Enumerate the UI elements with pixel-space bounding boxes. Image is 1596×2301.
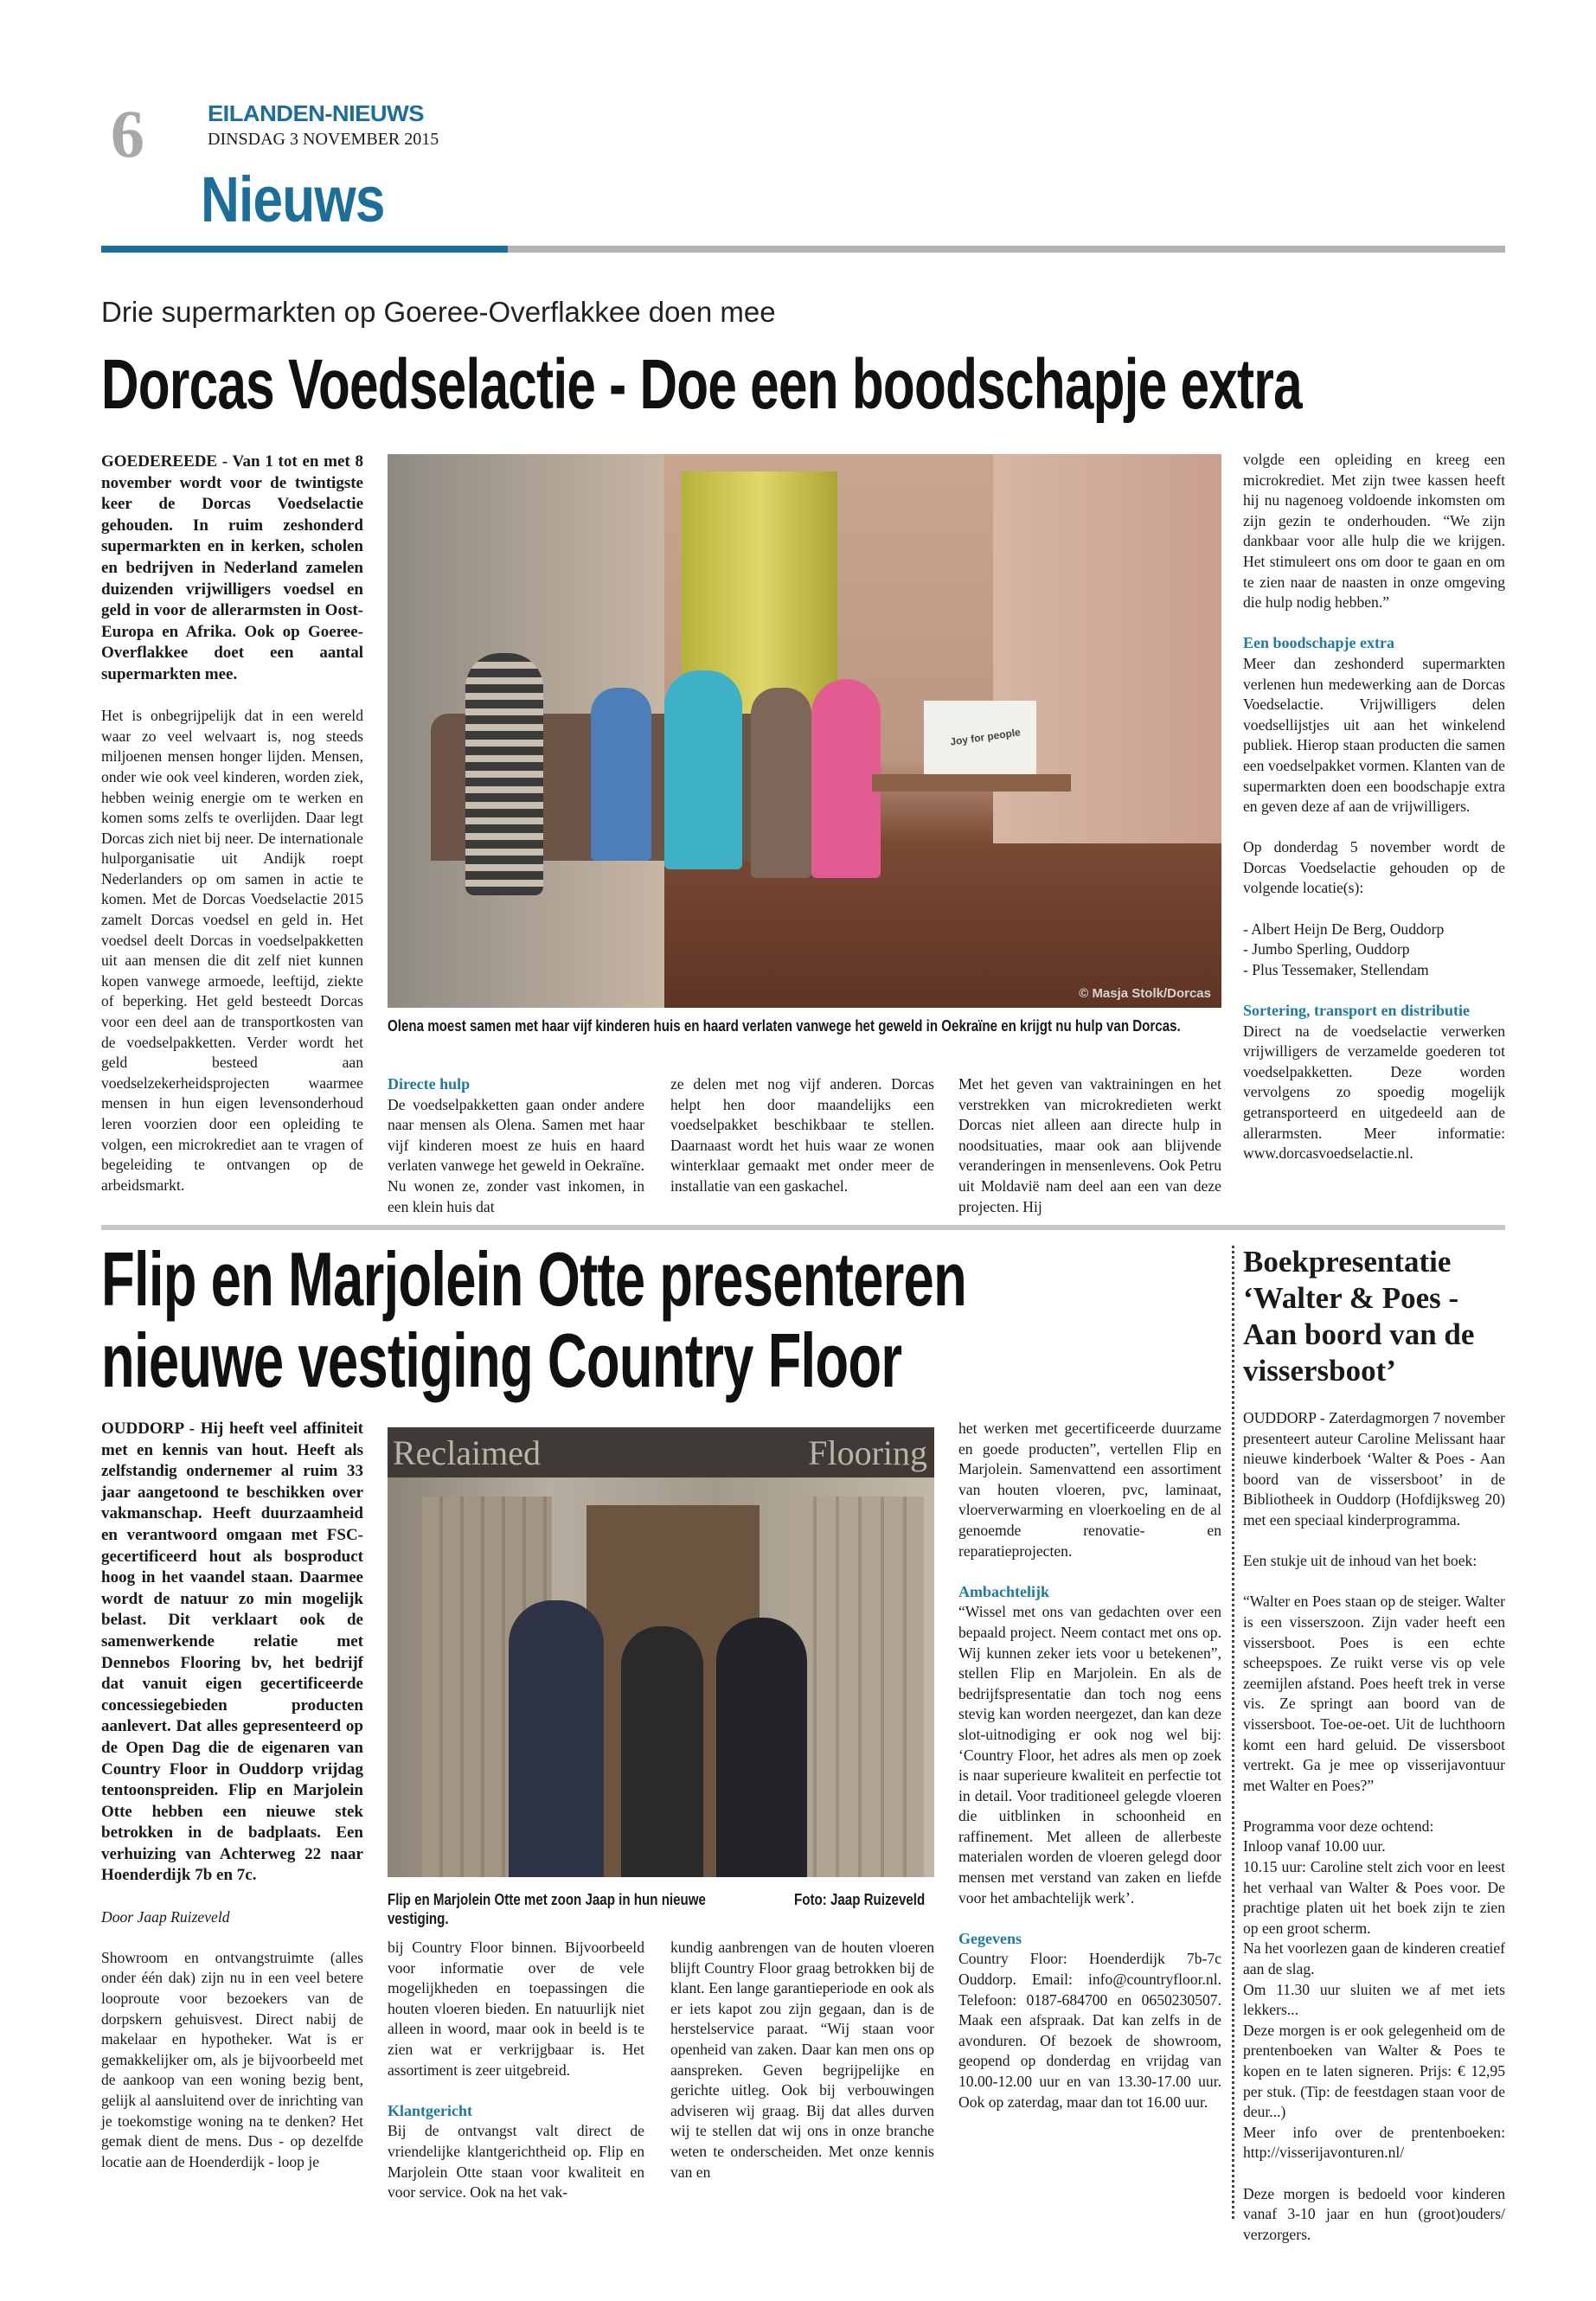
paragraph: Meer dan zeshonderd supermarkten verlenen hun medewerking aan de Dorcas Voedselactie. Vrijwilligers delen voedsellijstjes uit aan het winkelend publiek. Hierop staan producten die samen een voedselpakket vormen. Klanten van de supermarkten doen een boodschapje extra en geven deze af aan de vrijwilligers. <box>1243 654 1505 816</box>
program-item: Na het voorlezen gaan de kinderen creatief aan de slag. <box>1243 1939 1505 1978</box>
paragraph: Direct na de voedselactie verwerken vrijwilligers de verzamelde goederen tot voedselpakketten. Deze worden vervolgens zo spoedig mogelijk getransporteerd en uitgedeeld aan de allerarmsten. Meer informatie: www.dorcasvoedselactie.nl. <box>1243 1022 1505 1163</box>
subheading: Ambachtelijk <box>958 1582 1049 1600</box>
person <box>509 1600 604 1877</box>
article2-photo-credit: Foto: Jaap Ruizeveld <box>794 1891 926 1908</box>
section-bar <box>101 246 508 253</box>
article-divider <box>101 1225 1505 1230</box>
program-item: Programma voor deze ochtend: <box>1243 1817 1434 1835</box>
location-item: - Plus Tessemaker, Stellendam <box>1243 960 1429 978</box>
paragraph: Country Floor: Hoenderdijk 7b-7c Ouddorp. Email: info@countryfloor.nl. Telefoon: 0187-684700 en 0650230507. Maak een afspraak. Dat kan zelfs in de avonduren. Of bezoek de showroom, geopend op donderdag en vrijdag van 10.00-12.00 uur en van 13.30-17.00 uur. Ook op zaterdag, maar dan tot 16.00 uur. <box>958 1950 1221 2111</box>
article1-caption: Olena moest samen met haar vijf kinderen huis en haard verlaten vanwege het geweld in Oekraïne en krijgt nu hulp van Dorcas. <box>388 1017 1181 1035</box>
article2-lead: OUDDORP - Hij heeft veel affiniteit met en kennis van hout. Heeft als zelfstandig ondernemer al ruim 33 jaar aangetoond te beschikken over vakmanschap. Heeft duurzaamheid en verantwoord omgaan met FSC-gecertificeerd hout als bosproduct hoog in het vaandel staan. Daarmee wordt de natuur zo min mogelijk belast. Dit verklaart ook de samenwerkende relatie met Dennebos Flooring bv, het bedrijf dat vanuit eigen gecertificeerde concessiegebieden producten aanlevert. Dat alles gepresenteerd op de Open Dag die de eigenaren van Country Floor in Ouddorp vrijdag tentoonspreiden. Flip en Marjolein Otte hebben een nieuwe stek betrokken in de badplaats. Een verhuizing van Achterweg 22 naar Hoenderdijk 7b en 7c. <box>101 1420 363 1885</box>
program-item: Om 11.30 uur sluiten we af met iets lekkers... <box>1243 1980 1505 2019</box>
article1-column-1 <box>101 452 363 1216</box>
title-line: Flip en Marjolein Otte presenteren <box>101 1236 967 1322</box>
article1-body: Het is onbegrijpelijk dat in een wereld waar zo veel welvaart is, nog steeds miljoenen mensen honger lijden. Mensen, onder wie ook veel kinderen, worden ziek, hebben weinig energie om te werken en komen soms zelfs te overlijden. Daar legt Dorcas zich niet bij neer. De internationale hulporganisatie uit Andijk roept Nederlanders op om samen in actie te komen. Met de Dorcas Voedselactie 2015 zamelt Dorcas voedsel en geld in. Het voedsel deelt Dorcas in voedselpakketten uit aan mensen die dit zelf niet kunnen kopen vanwege armoede, leeftijd, ziekte of beperking. Het geld besteedt Dorcas voor een deel aan de transportkosten van de voedselpakketten. Verder wordt het geld besteed aan voedselzekerheidsprojecten waarmee mensen in hun eigen levensonderhoud leren voorzien door een opleiding te volgen, een microkrediet aan te vragen of begeleiding te ontvangen op de arbeidsmarkt. <box>101 707 363 1194</box>
paragraph: “Wissel met ons van gedachten over een bepaald project. Neem contact met ons op. Wij kunnen zeker iets voor u betekenen”, stellen Flip en Marjolein. En als de bedrijfspresentatie dan toch nog eens stevig kan worden neergezet, dan kan deze slot-uitnodiging er ook nog wel bij: ‘Country Floor, het adres als men op zoek is naar superieure kwaliteit en perfectie tot in detail. Voor traditioneel gelegde vloeren die uitblinken in schoonheid en raffinement. Met alleen de allerbeste materialen worden de vloeren gelegd door mensen met verstand van zaken en liefde voor het ambachtelijk werk’. <box>958 1603 1221 1907</box>
paragraph: OUDDORP - Zaterdagmorgen 7 november presenteert auteur Caroline Melissant haar nieuwe kinderboek ‘Walter & Poes - Aan boord van de vissersboot’ in de Bibliotheek in Ouddorp (Hofdijksweg 20) met een speciaal kinderprogramma. <box>1243 1409 1505 1529</box>
title-line: nieuwe vestiging Country Floor <box>101 1317 902 1403</box>
paragraph: ze delen met nog vijf anderen. Dorcas helpt hen door maandelijks een voedselpakket beschikbaar te stellen. Daarnaast wordt het huis waar ze wonen winterklaar gemaakt met onder meer de installatie van een gaskachel. <box>670 1075 934 1195</box>
article1-title: Dorcas Voedselactie - Doe een boodschapje extra <box>101 345 1302 424</box>
paragraph: Op donderdag 5 november wordt de Dorcas Voedselactie gehouden op de volgende locatie(s): <box>1243 838 1505 897</box>
article2-column-4 <box>958 1419 1221 2133</box>
article1-column-2 <box>388 1074 644 1238</box>
paragraph: Showroom en ontvangstruimte (alles onder één dak) zijn nu in een veel betere looproute voor bezoekers van de dorpskern gehuisvest. Direct nabij de makelaar en hypotheker. Wat is er gemakkelijker om, als je bijvoorbeeld met de aankoop van een woning bezig bent, gelijk al aansluitend over de inrichting van je toekomstige woning na te denken? Het gemak dient de mens. Dus - op dezelfde locatie aan de Hoenderdijk - loop je <box>101 1948 363 2170</box>
paragraph: het werken met gecertificeerde duurzame en goede producten”, vertellen Flip en Marjolein. Samenvattend een assortiment van houten vloeren, pvc, laminaat, vloerverwarming en vloerkoeling en de al genoemde renovatie- en reparatieprojecten. <box>958 1420 1221 1560</box>
location-item: - Albert Heijn De Berg, Ouddorp <box>1243 920 1445 938</box>
paragraph: kundig aanbrengen van de houten vloeren blijft Country Floor graag betrokken bij de klant. Een lange garantieperiode en ook als er iets kapot zou zijn gegaan, dan is de herstelservice paraat. “Wij staan voor openheid van zaken. Daar kan men ons op aanspreken. Geven begrijpelijke en gerichte uitleg. Ook bij verbouwingen adviseren wij graag. Bij dat alles durven wij te stellen dat wij ons in onze branche weten te onderscheiden. Met onze kennis van en <box>670 1939 934 2181</box>
article1-lead: GOEDEREEDE - Van 1 tot en met 8 november wordt voor de twintigste keer de Dorcas Voedselactie gehouden. In ruim zeshonderd supermarkten en in kerken, scholen en bedrijven in Nederland zamelen duizenden vrijwilligers voedsel en geld in voor de allerarmsten in Oost-Europa en Afrika. Ook op Goeree-Overflakkee doet een aantal supermarkten mee. <box>101 452 363 683</box>
byline: Door Jaap Ruizeveld <box>101 1907 230 1926</box>
paragraph: De voedselpakketten gaan onder andere naar mensen als Olena. Samen met haar vijf kinderen moest ze huis en haard verlaten vanwege het geweld in Oekraïne. Nu wonen ze, zonder vast inkomen, in een klein huis dat <box>388 1095 644 1215</box>
newspaper-logo: EILANDEN-NIEUWS <box>208 100 424 126</box>
store-sign: Reclaimed Flooring <box>388 1427 934 1477</box>
article1-column-4 <box>958 1074 1221 1238</box>
page-number: 6 <box>111 96 144 171</box>
food-box: Joy for people <box>924 701 1036 774</box>
subheading: Gegevens <box>958 1929 1022 1947</box>
paragraph: volgde een opleiding en kreeg een microkrediet. Met zijn twee kassen heeft hij nu nagenoeg voldoende inkomsten om zijn gezin te onderhouden. “We zijn dankbaar voor alle hulp die we krijgen. Het stimuleert ons om door te gaan en om te zien naar de naasten in onze omgeving die hulp nodig hebben.” <box>1243 451 1505 612</box>
sidebar-divider <box>1232 1246 1234 2219</box>
paragraph: bij Country Floor binnen. Bijvoorbeeld voor informatie over de vele mogelijkheden en toepassingen die houten vloeren bieden. En natuurlijk niet alleen in woord, maar ook in beeld is te zien wat er verkrijgbaar is. Het assortiment is zeer uitgebreid. <box>388 1939 644 2079</box>
article1-photo <box>388 454 1221 1008</box>
person <box>716 1618 807 1877</box>
article2-photo <box>388 1427 934 1877</box>
paragraph: “Walter en Poes staan op de steiger. Walter is een visserszoon. Zijn vader heeft een vissersboot. Poes is een echte scheepspoes. Ze ruikt verse vis op vele zeemijlen afstand. Poes heeft trek in verse vis. Ze springt aan boord van de vissersboot. Toe-oe-oet. Uit de luchthoorn komt een hard geluid. De vissersboot vertrekt. Ga je mee op visserijavontuur met Walter en Poes?” <box>1243 1593 1505 1794</box>
article2-title <box>101 1236 967 1403</box>
paragraph: Een stukje uit de inhoud van het boek: <box>1243 1552 1477 1570</box>
program-item: Deze morgen is er ook gelegenheid om de prentenboeken van Walter & Poes te kopen en te laten signeren. Prijs: € 12,95 per stuk. (Tip: de feestdagen staan voor de deur...) <box>1243 2021 1505 2121</box>
program-link[interactable]: Meer info over de prentenboeken: http://visserijavonturen.nl/ <box>1243 2123 1505 2162</box>
subheading: Directe hulp <box>388 1075 471 1093</box>
program-item: Inloop vanaf 10.00 uur. <box>1243 1837 1386 1856</box>
photo-credit: © Masja Stolk/Dorcas <box>1079 986 1211 1001</box>
article1-column-3 <box>670 1074 934 1217</box>
section-title: Nieuws <box>201 163 385 235</box>
article2-column-1 <box>101 1419 363 2193</box>
program-item: 10.15 uur: Caroline stelt zich voor en leest het verhaal van Walter & Poes voor. De prachtige platen uit het boek zijn te zien op een groot scherm. <box>1243 1858 1505 1937</box>
paragraph: Deze morgen is bedoeld voor kinderen vanaf 3-10 jaar en hun (groot)ouders/ verzorgers. <box>1243 2184 1505 2243</box>
article2-column-3 <box>670 1938 934 2203</box>
article1-kicker: Drie supermarkten op Goeree-Overflakkee doen mee <box>101 296 776 328</box>
article2-column-2 <box>388 1938 644 2223</box>
person <box>621 1626 703 1877</box>
sidebar-title: Boekpresentatie ‘Walter & Poes - Aan boord van de vissersboot’ <box>1243 1245 1475 1388</box>
location-list <box>1243 920 1505 981</box>
issue-date: DINSDAG 3 NOVEMBER 2015 <box>208 130 439 149</box>
article2-caption: Flip en Marjolein Otte met zoon Jaap in hun nieuwe vestiging. <box>388 1891 706 1927</box>
subheading: Een boodschapje extra <box>1243 634 1394 652</box>
paragraph: Met het geven van vaktrainingen en het verstrekken van microkredieten werkt Dorcas niet alleen aan directe hulp in noodsituaties, maar ook aan blijvende veranderingen in mensenlevens. Ook Petru uit Moldavië nam deel aan een van deze projecten. Hij <box>958 1075 1221 1215</box>
program-list <box>1243 1817 1505 2163</box>
paragraph: Bij de ontvangst valt direct de vriendelijke klantgerichtheid op. Flip en Marjolein Otte staan voor kwaliteit en voor service. Ook na het vak- <box>388 2122 644 2202</box>
subheading: Klantgericht <box>388 2101 472 2119</box>
sidebar-body <box>1243 1408 1505 2266</box>
article1-column-5 <box>1243 450 1505 1184</box>
subheading: Sortering, transport en distributie <box>1243 1002 1470 1020</box>
location-item: - Jumbo Sperling, Ouddorp <box>1243 940 1410 958</box>
section-bar-gray <box>508 246 1505 253</box>
